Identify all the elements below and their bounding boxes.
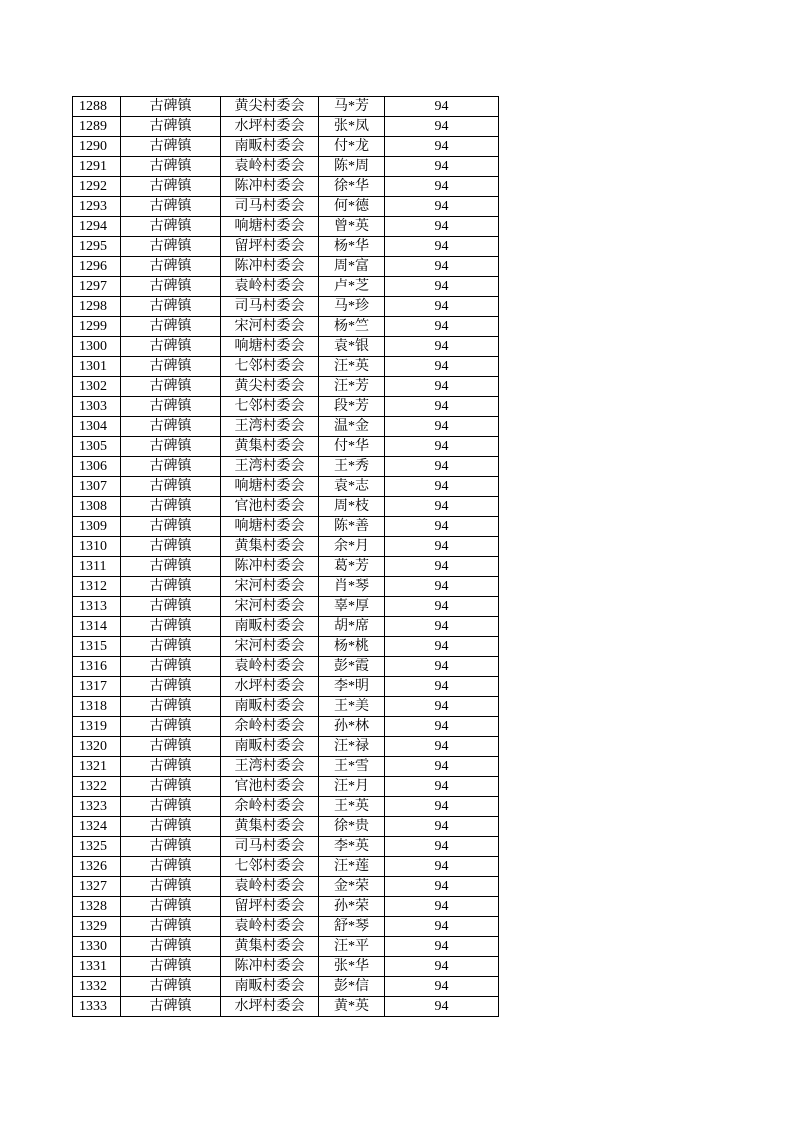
- village-cell: 陈冲村委会: [221, 257, 319, 277]
- score-cell: 94: [385, 957, 499, 977]
- person-name-cell: 王*英: [319, 797, 385, 817]
- village-cell: 七邻村委会: [221, 857, 319, 877]
- score-cell: 94: [385, 277, 499, 297]
- person-name-cell: 彭*信: [319, 977, 385, 997]
- table-row: [73, 657, 499, 677]
- row-number-cell: 1295: [73, 237, 121, 257]
- row-number-cell: 1324: [73, 817, 121, 837]
- row-number-cell: 1321: [73, 757, 121, 777]
- person-name-cell: 汪*芳: [319, 377, 385, 397]
- score-cell: 94: [385, 337, 499, 357]
- town-cell: 古碑镇: [121, 797, 221, 817]
- person-name-cell: 周*富: [319, 257, 385, 277]
- row-number-cell: 1316: [73, 657, 121, 677]
- score-cell: 94: [385, 737, 499, 757]
- town-cell: 古碑镇: [121, 217, 221, 237]
- table-row: [73, 437, 499, 457]
- row-number-cell: 1322: [73, 777, 121, 797]
- village-cell: 黄尖村委会: [221, 377, 319, 397]
- village-cell: 宋河村委会: [221, 637, 319, 657]
- town-cell: 古碑镇: [121, 157, 221, 177]
- town-cell: 古碑镇: [121, 357, 221, 377]
- town-cell: 古碑镇: [121, 997, 221, 1017]
- score-cell: 94: [385, 817, 499, 837]
- town-cell: 古碑镇: [121, 177, 221, 197]
- village-cell: 司马村委会: [221, 837, 319, 857]
- score-cell: 94: [385, 297, 499, 317]
- town-cell: 古碑镇: [121, 877, 221, 897]
- village-cell: 黄集村委会: [221, 437, 319, 457]
- row-number-cell: 1326: [73, 857, 121, 877]
- town-cell: 古碑镇: [121, 277, 221, 297]
- table-row: [73, 557, 499, 577]
- person-name-cell: 汪*禄: [319, 737, 385, 757]
- table-row: [73, 637, 499, 657]
- person-name-cell: 杨*华: [319, 237, 385, 257]
- person-name-cell: 彭*霞: [319, 657, 385, 677]
- row-number-cell: 1327: [73, 877, 121, 897]
- person-name-cell: 马*芳: [319, 97, 385, 117]
- row-number-cell: 1310: [73, 537, 121, 557]
- table-row: [73, 117, 499, 137]
- row-number-cell: 1312: [73, 577, 121, 597]
- person-name-cell: 陈*周: [319, 157, 385, 177]
- score-cell: 94: [385, 637, 499, 657]
- row-number-cell: 1296: [73, 257, 121, 277]
- row-number-cell: 1314: [73, 617, 121, 637]
- table-row: [73, 837, 499, 857]
- score-cell: 94: [385, 257, 499, 277]
- row-number-cell: 1294: [73, 217, 121, 237]
- village-cell: 响塘村委会: [221, 517, 319, 537]
- village-cell: 七邻村委会: [221, 397, 319, 417]
- table-row: [73, 797, 499, 817]
- score-cell: 94: [385, 197, 499, 217]
- town-cell: 古碑镇: [121, 397, 221, 417]
- score-cell: 94: [385, 617, 499, 637]
- town-cell: 古碑镇: [121, 957, 221, 977]
- table-row: [73, 777, 499, 797]
- table-row: [73, 917, 499, 937]
- village-cell: 陈冲村委会: [221, 557, 319, 577]
- person-name-cell: 李*英: [319, 837, 385, 857]
- score-cell: 94: [385, 537, 499, 557]
- village-cell: 南畈村委会: [221, 977, 319, 997]
- table-row: [73, 577, 499, 597]
- score-cell: 94: [385, 137, 499, 157]
- person-name-cell: 汪*英: [319, 357, 385, 377]
- town-cell: 古碑镇: [121, 377, 221, 397]
- row-number-cell: 1305: [73, 437, 121, 457]
- score-cell: 94: [385, 437, 499, 457]
- row-number-cell: 1332: [73, 977, 121, 997]
- person-name-cell: 杨*竺: [319, 317, 385, 337]
- score-cell: 94: [385, 897, 499, 917]
- person-name-cell: 袁*志: [319, 477, 385, 497]
- village-cell: 王湾村委会: [221, 757, 319, 777]
- village-cell: 黄集村委会: [221, 537, 319, 557]
- town-cell: 古碑镇: [121, 497, 221, 517]
- row-number-cell: 1298: [73, 297, 121, 317]
- town-cell: 古碑镇: [121, 517, 221, 537]
- row-number-cell: 1300: [73, 337, 121, 357]
- person-name-cell: 胡*席: [319, 617, 385, 637]
- person-name-cell: 徐*贵: [319, 817, 385, 837]
- score-cell: 94: [385, 577, 499, 597]
- score-cell: 94: [385, 857, 499, 877]
- person-name-cell: 舒*琴: [319, 917, 385, 937]
- row-number-cell: 1328: [73, 897, 121, 917]
- score-cell: 94: [385, 97, 499, 117]
- score-cell: 94: [385, 517, 499, 537]
- row-number-cell: 1309: [73, 517, 121, 537]
- town-cell: 古碑镇: [121, 257, 221, 277]
- table-row: [73, 937, 499, 957]
- town-cell: 古碑镇: [121, 457, 221, 477]
- village-cell: 袁岭村委会: [221, 657, 319, 677]
- score-cell: 94: [385, 677, 499, 697]
- row-number-cell: 1333: [73, 997, 121, 1017]
- table-row: [73, 537, 499, 557]
- row-number-cell: 1301: [73, 357, 121, 377]
- table-row: [73, 717, 499, 737]
- table-row: [73, 377, 499, 397]
- row-number-cell: 1325: [73, 837, 121, 857]
- person-name-cell: 汪*莲: [319, 857, 385, 877]
- row-number-cell: 1299: [73, 317, 121, 337]
- row-number-cell: 1302: [73, 377, 121, 397]
- person-name-cell: 张*华: [319, 957, 385, 977]
- table-row: [73, 417, 499, 437]
- town-cell: 古碑镇: [121, 437, 221, 457]
- town-cell: 古碑镇: [121, 417, 221, 437]
- score-cell: 94: [385, 157, 499, 177]
- person-name-cell: 周*枝: [319, 497, 385, 517]
- score-cell: 94: [385, 397, 499, 417]
- person-name-cell: 王*雪: [319, 757, 385, 777]
- row-number-cell: 1323: [73, 797, 121, 817]
- table-row: [73, 317, 499, 337]
- village-cell: 留坪村委会: [221, 237, 319, 257]
- person-name-cell: 王*美: [319, 697, 385, 717]
- table-body: [73, 97, 499, 1017]
- score-cell: 94: [385, 557, 499, 577]
- town-cell: 古碑镇: [121, 677, 221, 697]
- town-cell: 古碑镇: [121, 137, 221, 157]
- village-cell: 官池村委会: [221, 497, 319, 517]
- score-cell: 94: [385, 757, 499, 777]
- village-cell: 王湾村委会: [221, 417, 319, 437]
- village-cell: 南畈村委会: [221, 617, 319, 637]
- score-cell: 94: [385, 117, 499, 137]
- table-row: [73, 497, 499, 517]
- row-number-cell: 1308: [73, 497, 121, 517]
- person-name-cell: 温*金: [319, 417, 385, 437]
- person-name-cell: 杨*桃: [319, 637, 385, 657]
- town-cell: 古碑镇: [121, 597, 221, 617]
- village-cell: 王湾村委会: [221, 457, 319, 477]
- table-row: [73, 157, 499, 177]
- score-cell: 94: [385, 317, 499, 337]
- village-cell: 余岭村委会: [221, 797, 319, 817]
- row-number-cell: 1318: [73, 697, 121, 717]
- village-cell: 南畈村委会: [221, 137, 319, 157]
- table-row: [73, 597, 499, 617]
- town-cell: 古碑镇: [121, 97, 221, 117]
- village-cell: 响塘村委会: [221, 337, 319, 357]
- village-cell: 袁岭村委会: [221, 917, 319, 937]
- score-cell: 94: [385, 417, 499, 437]
- town-cell: 古碑镇: [121, 697, 221, 717]
- row-number-cell: 1292: [73, 177, 121, 197]
- table-row: [73, 357, 499, 377]
- town-cell: 古碑镇: [121, 317, 221, 337]
- person-name-cell: 马*珍: [319, 297, 385, 317]
- village-cell: 宋河村委会: [221, 577, 319, 597]
- person-name-cell: 葛*芳: [319, 557, 385, 577]
- town-cell: 古碑镇: [121, 477, 221, 497]
- table-row: [73, 97, 499, 117]
- village-cell: 官池村委会: [221, 777, 319, 797]
- row-number-cell: 1307: [73, 477, 121, 497]
- table-row: [73, 257, 499, 277]
- person-name-cell: 李*明: [319, 677, 385, 697]
- score-cell: 94: [385, 357, 499, 377]
- score-cell: 94: [385, 797, 499, 817]
- table-row: [73, 457, 499, 477]
- village-cell: 响塘村委会: [221, 217, 319, 237]
- table-row: [73, 697, 499, 717]
- town-cell: 古碑镇: [121, 917, 221, 937]
- table-row: [73, 737, 499, 757]
- score-cell: 94: [385, 177, 499, 197]
- score-cell: 94: [385, 657, 499, 677]
- row-number-cell: 1319: [73, 717, 121, 737]
- town-cell: 古碑镇: [121, 817, 221, 837]
- village-cell: 留坪村委会: [221, 897, 319, 917]
- table-row: [73, 177, 499, 197]
- village-cell: 陈冲村委会: [221, 957, 319, 977]
- table-row: [73, 757, 499, 777]
- row-number-cell: 1288: [73, 97, 121, 117]
- town-cell: 古碑镇: [121, 737, 221, 757]
- table-row: [73, 857, 499, 877]
- row-number-cell: 1304: [73, 417, 121, 437]
- village-cell: 水坪村委会: [221, 677, 319, 697]
- person-name-cell: 孙*荣: [319, 897, 385, 917]
- row-number-cell: 1306: [73, 457, 121, 477]
- person-name-cell: 汪*月: [319, 777, 385, 797]
- score-cell: 94: [385, 877, 499, 897]
- town-cell: 古碑镇: [121, 837, 221, 857]
- table-row: [73, 977, 499, 997]
- town-cell: 古碑镇: [121, 717, 221, 737]
- town-cell: 古碑镇: [121, 937, 221, 957]
- table-row: [73, 517, 499, 537]
- person-name-cell: 卢*芝: [319, 277, 385, 297]
- person-name-cell: 何*德: [319, 197, 385, 217]
- town-cell: 古碑镇: [121, 657, 221, 677]
- village-cell: 司马村委会: [221, 197, 319, 217]
- village-cell: 南畈村委会: [221, 697, 319, 717]
- person-name-cell: 陈*善: [319, 517, 385, 537]
- table-row: [73, 477, 499, 497]
- village-cell: 响塘村委会: [221, 477, 319, 497]
- person-name-cell: 付*龙: [319, 137, 385, 157]
- table-row: [73, 297, 499, 317]
- village-cell: 余岭村委会: [221, 717, 319, 737]
- person-name-cell: 孙*林: [319, 717, 385, 737]
- village-cell: 袁岭村委会: [221, 277, 319, 297]
- person-name-cell: 王*秀: [319, 457, 385, 477]
- person-name-cell: 金*荣: [319, 877, 385, 897]
- row-number-cell: 1331: [73, 957, 121, 977]
- score-cell: 94: [385, 457, 499, 477]
- row-number-cell: 1320: [73, 737, 121, 757]
- village-cell: 七邻村委会: [221, 357, 319, 377]
- table-row: [73, 197, 499, 217]
- table-row: [73, 617, 499, 637]
- score-cell: 94: [385, 837, 499, 857]
- town-cell: 古碑镇: [121, 577, 221, 597]
- village-cell: 水坪村委会: [221, 117, 319, 137]
- person-name-cell: 袁*银: [319, 337, 385, 357]
- town-cell: 古碑镇: [121, 197, 221, 217]
- town-cell: 古碑镇: [121, 637, 221, 657]
- score-cell: 94: [385, 997, 499, 1017]
- village-cell: 宋河村委会: [221, 317, 319, 337]
- town-cell: 古碑镇: [121, 757, 221, 777]
- row-number-cell: 1313: [73, 597, 121, 617]
- score-cell: 94: [385, 717, 499, 737]
- table-row: [73, 277, 499, 297]
- town-cell: 古碑镇: [121, 777, 221, 797]
- table-row: [73, 877, 499, 897]
- town-cell: 古碑镇: [121, 297, 221, 317]
- row-number-cell: 1290: [73, 137, 121, 157]
- village-cell: 黄尖村委会: [221, 97, 319, 117]
- row-number-cell: 1330: [73, 937, 121, 957]
- town-cell: 古碑镇: [121, 237, 221, 257]
- person-name-cell: 付*华: [319, 437, 385, 457]
- village-cell: 袁岭村委会: [221, 877, 319, 897]
- person-name-cell: 辜*厚: [319, 597, 385, 617]
- table-row: [73, 957, 499, 977]
- score-cell: 94: [385, 697, 499, 717]
- score-cell: 94: [385, 497, 499, 517]
- row-number-cell: 1329: [73, 917, 121, 937]
- town-cell: 古碑镇: [121, 977, 221, 997]
- person-name-cell: 张*凤: [319, 117, 385, 137]
- score-cell: 94: [385, 777, 499, 797]
- town-cell: 古碑镇: [121, 117, 221, 137]
- row-number-cell: 1315: [73, 637, 121, 657]
- village-cell: 宋河村委会: [221, 597, 319, 617]
- score-cell: 94: [385, 937, 499, 957]
- town-cell: 古碑镇: [121, 857, 221, 877]
- row-number-cell: 1291: [73, 157, 121, 177]
- town-cell: 古碑镇: [121, 537, 221, 557]
- row-number-cell: 1303: [73, 397, 121, 417]
- row-number-cell: 1289: [73, 117, 121, 137]
- score-cell: 94: [385, 377, 499, 397]
- table-row: [73, 677, 499, 697]
- person-name-cell: 余*月: [319, 537, 385, 557]
- town-cell: 古碑镇: [121, 337, 221, 357]
- row-number-cell: 1317: [73, 677, 121, 697]
- village-cell: 黄集村委会: [221, 937, 319, 957]
- person-name-cell: 曾*英: [319, 217, 385, 237]
- table-row: [73, 817, 499, 837]
- person-name-cell: 肖*琴: [319, 577, 385, 597]
- person-name-cell: 段*芳: [319, 397, 385, 417]
- village-cell: 袁岭村委会: [221, 157, 319, 177]
- table-row: [73, 337, 499, 357]
- score-cell: 94: [385, 597, 499, 617]
- person-name-cell: 黄*英: [319, 997, 385, 1017]
- town-cell: 古碑镇: [121, 557, 221, 577]
- person-name-cell: 汪*平: [319, 937, 385, 957]
- town-cell: 古碑镇: [121, 897, 221, 917]
- village-cell: 黄集村委会: [221, 817, 319, 837]
- data-table: [72, 96, 499, 1017]
- table-row: [73, 217, 499, 237]
- score-cell: 94: [385, 977, 499, 997]
- score-cell: 94: [385, 917, 499, 937]
- village-cell: 陈冲村委会: [221, 177, 319, 197]
- score-cell: 94: [385, 237, 499, 257]
- table-row: [73, 397, 499, 417]
- row-number-cell: 1311: [73, 557, 121, 577]
- score-cell: 94: [385, 217, 499, 237]
- town-cell: 古碑镇: [121, 617, 221, 637]
- table-row: [73, 137, 499, 157]
- village-cell: 南畈村委会: [221, 737, 319, 757]
- row-number-cell: 1297: [73, 277, 121, 297]
- person-name-cell: 徐*华: [319, 177, 385, 197]
- row-number-cell: 1293: [73, 197, 121, 217]
- score-cell: 94: [385, 477, 499, 497]
- table-row: [73, 997, 499, 1017]
- table-row: [73, 237, 499, 257]
- village-cell: 水坪村委会: [221, 997, 319, 1017]
- table-row: [73, 897, 499, 917]
- village-cell: 司马村委会: [221, 297, 319, 317]
